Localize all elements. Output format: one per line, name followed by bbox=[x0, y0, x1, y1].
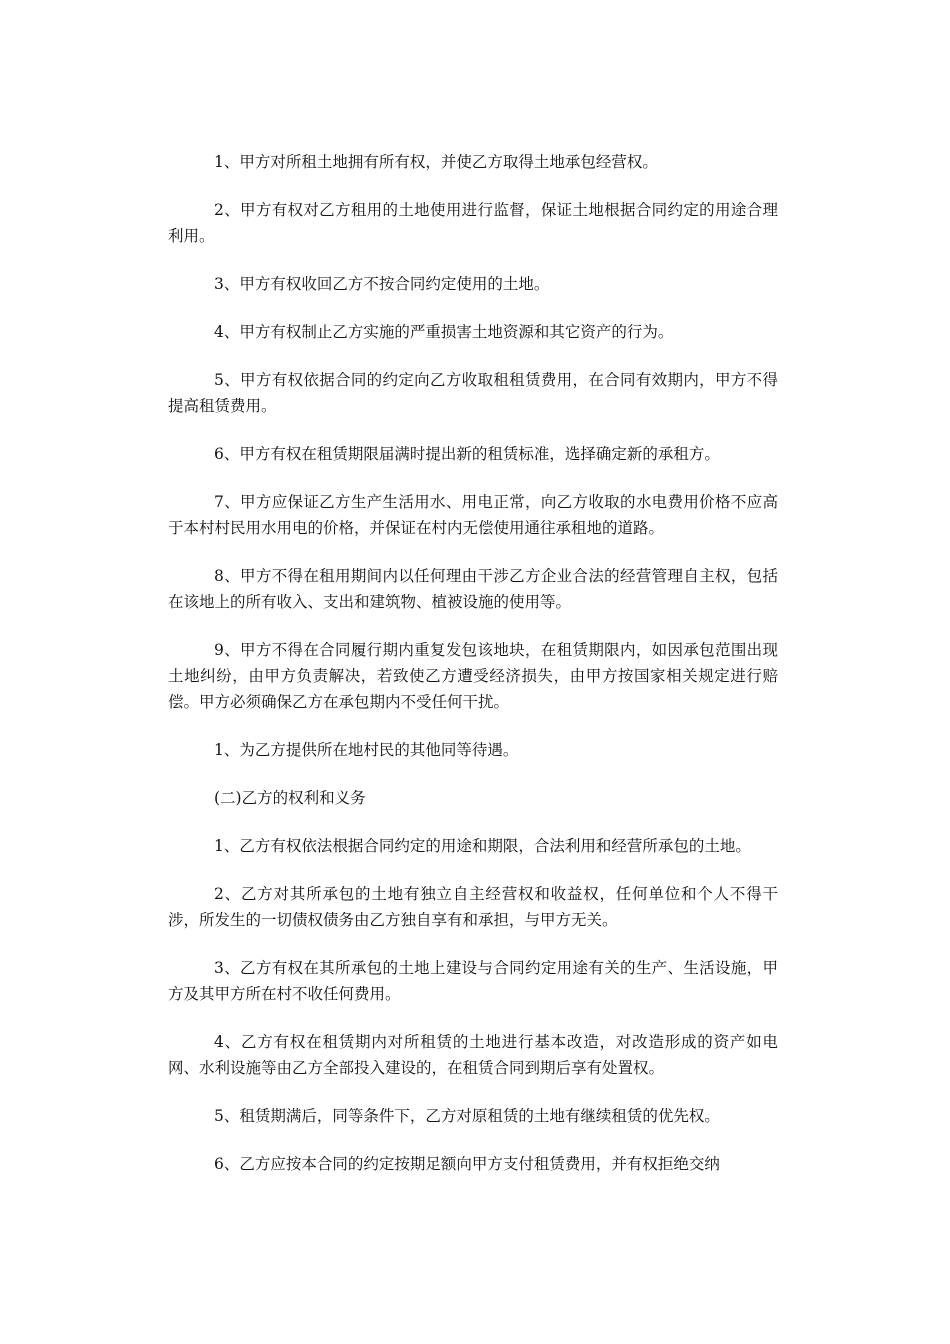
paragraph: 5、租赁期满后，同等条件下，乙方对原租赁的土地有继续租赁的优先权。 bbox=[214, 1107, 720, 1125]
paragraph: 6、甲方有权在租赁期限届满时提出新的租赁标准，选择确定新的承租方。 bbox=[214, 445, 720, 463]
section-heading: (二)乙方的权利和义务 bbox=[214, 789, 366, 807]
paragraph: 3、乙方有权在其所承包的土地上建设与合同约定用途有关的生产、生活设施，甲方及其甲方所在村不收任何费用。 bbox=[168, 959, 778, 1003]
paragraph: 2、甲方有权对乙方租用的土地使用进行监督，保证土地根据合同约定的用途合理利用。 bbox=[168, 201, 778, 245]
paragraph: 9、甲方不得在合同履行期内重复发包该地块，在租赁期限内，如因承包范围出现土地纠纷，由甲方负责解决，若致使乙方遭受经济损失，由甲方按国家相关规定进行赔偿。甲方必须确保乙方在承包期内不受任何干扰。 bbox=[168, 641, 778, 711]
paragraph: 1、为乙方提供所在地村民的其他同等待遇。 bbox=[214, 741, 519, 759]
paragraph: 8、甲方不得在租用期间内以任何理由干涉乙方企业合法的经营管理自主权，包括在该地上的所有收入、支出和建筑物、植被设施的使用等。 bbox=[168, 567, 778, 611]
paragraph: 4、甲方有权制止乙方实施的严重损害土地资源和其它资产的行为。 bbox=[214, 323, 674, 341]
paragraph: 1、甲方对所租土地拥有所有权，并使乙方取得土地承包经营权。 bbox=[214, 153, 658, 171]
paragraph: 1、乙方有权依法根据合同约定的用途和期限，合法利用和经营所承包的土地。 bbox=[214, 837, 751, 855]
paragraph: 4、乙方有权在租赁期内对所租赁的土地进行基本改造，对改造形成的资产如电网、水利设施等由乙方全部投入建设的，在租赁合同到期后享有处置权。 bbox=[168, 1033, 778, 1077]
document-body bbox=[168, 149, 778, 1199]
paragraph: 2、乙方对其所承包的土地有独立自主经营权和收益权，任何单位和个人不得干涉，所发生的一切债权债务由乙方独自享有和承担，与甲方无关。 bbox=[168, 885, 778, 929]
paragraph: 3、甲方有权收回乙方不按合同约定使用的土地。 bbox=[214, 275, 550, 293]
paragraph: 5、甲方有权依据合同的约定向乙方收取租租赁费用，在合同有效期内，甲方不得提高租赁费用。 bbox=[168, 371, 778, 415]
paragraph: 7、甲方应保证乙方生产生活用水、用电正常，向乙方收取的水电费用价格不应高于本村村民用水用电的价格，并保证在村内无偿使用通往承租地的道路。 bbox=[168, 493, 778, 537]
paragraph: 6、乙方应按本合同的约定按期足额向甲方支付租赁费用，并有权拒绝交纳 bbox=[214, 1155, 720, 1173]
